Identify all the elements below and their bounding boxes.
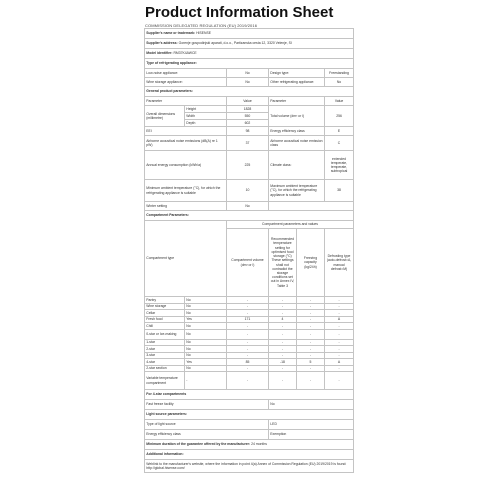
compartment-params-header: Compartment parameters and values bbox=[227, 221, 354, 229]
width-label: Width bbox=[185, 113, 227, 120]
min-temp-label: Minimum ambient temperature (°C), for which the refrigerating appliance is suitable bbox=[145, 180, 227, 202]
compartment-temp: - bbox=[269, 372, 297, 390]
compartment-volume: - bbox=[227, 323, 269, 330]
compartment-defrost: - bbox=[325, 352, 354, 359]
compartment-type: 1-star bbox=[145, 339, 185, 346]
compartment-freezing: - bbox=[297, 352, 325, 359]
compartment-row bbox=[145, 329, 354, 339]
compartment-freezing: - bbox=[297, 346, 325, 353]
design-type-label: Design type: bbox=[269, 69, 325, 78]
compartment-type: Variable temperature compartment bbox=[145, 372, 185, 390]
fast-freeze-row bbox=[145, 400, 354, 410]
model-value: RM37K4AWCE bbox=[173, 51, 197, 56]
freezing-column-header: Freezing capacity (kg/24h) bbox=[297, 229, 325, 297]
annual-energy-label: Annual energy consumption (kWh/a) bbox=[145, 151, 227, 180]
compartment-defrost: - bbox=[325, 339, 354, 346]
low-noise-value: No bbox=[227, 69, 269, 78]
compartment-freezing: - bbox=[297, 329, 325, 339]
eei-value: 98 bbox=[227, 127, 269, 136]
guarantee-label: Minimum duration of the guarantee offered by the manufacturer: bbox=[146, 442, 251, 447]
compartment-defrost: - bbox=[325, 365, 354, 372]
compartment-temp: - bbox=[269, 365, 297, 372]
total-volume-label: Total volume (dm³ or l) bbox=[269, 106, 325, 127]
compartment-temp: - bbox=[269, 346, 297, 353]
compartment-volume: - bbox=[227, 339, 269, 346]
compartment-defrost: - bbox=[325, 329, 354, 339]
temperature-column-header: Recommended temperature setting for optimised food storage (°C) These settings shall not contradict the storage conditions set out in Annex IV, Table 3 bbox=[269, 229, 297, 297]
light-type-value: LED bbox=[269, 420, 354, 430]
other-appliance-value: No bbox=[325, 78, 354, 87]
compartment-volume: - bbox=[227, 346, 269, 353]
compartment-defrost: - bbox=[325, 303, 354, 310]
volume-column-header: Compartment volume (dm³ or l) bbox=[227, 229, 269, 297]
value-header: Value bbox=[227, 97, 269, 106]
compartment-volume: 171 bbox=[227, 316, 269, 323]
compartment-freezing: - bbox=[297, 310, 325, 317]
winter-value: No bbox=[227, 202, 269, 211]
compartment-temp: - bbox=[269, 339, 297, 346]
compartment-present: Yes bbox=[185, 359, 227, 366]
compartment-present: No bbox=[185, 323, 227, 330]
compartment-present: No bbox=[185, 352, 227, 359]
compartment-temp: -18 bbox=[269, 359, 297, 366]
compartment-present: No bbox=[185, 310, 227, 317]
compartment-params-header-row bbox=[145, 221, 354, 229]
empty-cell bbox=[269, 202, 354, 211]
wine-label: Wine storage appliance: bbox=[145, 78, 227, 87]
other-appliance-label: Other refrigerating appliance: bbox=[269, 78, 325, 87]
compartment-type: 2-star section bbox=[145, 365, 185, 372]
low-noise-row bbox=[145, 69, 354, 78]
additional-info-row bbox=[145, 460, 354, 473]
annual-energy-value: 225 bbox=[227, 151, 269, 180]
compartment-volume: - bbox=[227, 365, 269, 372]
energy-class-value: E bbox=[325, 127, 354, 136]
type-section-row bbox=[145, 59, 354, 69]
compartment-type: Fresh food bbox=[145, 316, 185, 323]
depth-value: 602 bbox=[227, 120, 269, 127]
compartment-temp: - bbox=[269, 303, 297, 310]
winter-label: Winter setting bbox=[145, 202, 227, 211]
trademark-value: HISENSE bbox=[196, 31, 211, 36]
max-temp-label: Maximum ambient temperature (°C), for which the refrigerating appliance is suitable bbox=[269, 180, 325, 202]
light-class-row bbox=[145, 430, 354, 440]
compartment-defrost: - bbox=[325, 346, 354, 353]
light-class-label: Energy efficiency class bbox=[145, 430, 269, 440]
annual-energy-row bbox=[145, 151, 354, 180]
address-row bbox=[145, 39, 354, 49]
compartment-volume: - bbox=[227, 297, 269, 304]
eei-row bbox=[145, 127, 354, 136]
value-header-2: Value bbox=[325, 97, 354, 106]
compartment-type: Wine storage bbox=[145, 303, 185, 310]
compartment-volume: - bbox=[227, 372, 269, 390]
defrost-column-header: Defrosting type (auto-defrost=A, manual defrost=M) bbox=[325, 229, 354, 297]
height-row bbox=[145, 106, 354, 113]
manufacturer-weblink[interactable]: http://global.hisense.com/ bbox=[146, 466, 185, 470]
compartment-present: No bbox=[185, 303, 227, 310]
low-noise-label: Low-noise appliance: bbox=[145, 69, 227, 78]
compartment-defrost: - bbox=[325, 323, 354, 330]
eei-label: EEI bbox=[145, 127, 227, 136]
compartment-volume: - bbox=[227, 329, 269, 339]
trademark-row bbox=[145, 29, 354, 39]
model-label: Model identifier: bbox=[146, 51, 173, 56]
depth-label: Depth bbox=[185, 120, 227, 127]
four-star-section-row bbox=[145, 390, 354, 400]
compartment-type: 4-star bbox=[145, 359, 185, 366]
compartment-defrost: - bbox=[325, 372, 354, 390]
compartment-temp: - bbox=[269, 310, 297, 317]
model-row bbox=[145, 49, 354, 59]
light-type-row bbox=[145, 420, 354, 430]
compartment-volume: - bbox=[227, 352, 269, 359]
trademark-label: Supplier's name or trademark: bbox=[146, 31, 196, 36]
compartment-freezing: - bbox=[297, 297, 325, 304]
compartment-temp: - bbox=[269, 329, 297, 339]
max-temp-value: 38 bbox=[325, 180, 354, 202]
compartment-defrost: A bbox=[325, 359, 354, 366]
compartment-temp: - bbox=[269, 323, 297, 330]
compartment-type: Chill bbox=[145, 323, 185, 330]
compartment-defrost: - bbox=[325, 297, 354, 304]
general-section-title: General product parameters: bbox=[145, 87, 354, 97]
light-type-label: Type of light source bbox=[145, 420, 269, 430]
general-header-row bbox=[145, 97, 354, 106]
compartment-freezing: - bbox=[297, 303, 325, 310]
param-header: Parameter bbox=[145, 97, 227, 106]
total-volume-value: 256 bbox=[325, 106, 354, 127]
four-star-section-title: For 4-star compartments bbox=[145, 390, 354, 400]
compartment-type: Cellar bbox=[145, 310, 185, 317]
general-section-row bbox=[145, 87, 354, 97]
climate-class-value: extended temperate, temperate, subtropical bbox=[325, 151, 354, 180]
address-label: Supplier's address: bbox=[146, 41, 178, 46]
compartment-freezing: - bbox=[297, 365, 325, 372]
page-title: Product Information Sheet bbox=[145, 4, 334, 21]
noise-label: Airborne acoustical noise emissions (dB(A) re 1 pW) bbox=[145, 136, 227, 151]
compartment-present: No bbox=[185, 297, 227, 304]
compartment-volume: - bbox=[227, 303, 269, 310]
noise-class-label: Airborne acoustical noise emission class bbox=[269, 136, 325, 151]
information-table bbox=[144, 28, 354, 473]
compartment-section-title: Compartment Parameters: bbox=[145, 211, 354, 221]
compartment-present: Yes bbox=[185, 316, 227, 323]
additional-section-row bbox=[145, 450, 354, 460]
wine-value: No bbox=[227, 78, 269, 87]
light-section-row bbox=[145, 410, 354, 420]
winter-row bbox=[145, 202, 354, 211]
light-class-value: Exemption bbox=[269, 430, 354, 440]
guarantee-row bbox=[145, 440, 354, 450]
compartment-present: No bbox=[185, 346, 227, 353]
compartment-type-header: Compartment type bbox=[145, 221, 227, 297]
compartment-freezing: - bbox=[297, 323, 325, 330]
additional-info-text: Weblink to the manufacturer's website, where the information in point 4(a) Annex of Commission Regulation (EU) 2019/2019 is found: bbox=[146, 461, 347, 466]
compartment-volume: - bbox=[227, 310, 269, 317]
compartment-present: No bbox=[185, 339, 227, 346]
light-section-title: Light source parameters: bbox=[145, 410, 354, 420]
noise-value: 37 bbox=[227, 136, 269, 151]
address-value: Gorenje gospodinjski aparati, d.o.o., Partizanska cesta 12, 3320 Velenje, SI bbox=[178, 41, 292, 46]
compartment-present: No bbox=[185, 329, 227, 339]
width-value: 550 bbox=[227, 113, 269, 120]
compartment-temp: - bbox=[269, 297, 297, 304]
compartment-section-row bbox=[145, 211, 354, 221]
compartment-row bbox=[145, 372, 354, 390]
fast-freeze-label: Fast freeze facility bbox=[145, 400, 269, 410]
design-type-value: Freestanding bbox=[325, 69, 354, 78]
compartment-volume: 85 bbox=[227, 359, 269, 366]
height-label: Height bbox=[185, 106, 227, 113]
type-section-title: Type of refrigerating appliance: bbox=[145, 59, 354, 69]
compartment-freezing: - bbox=[297, 372, 325, 390]
compartment-defrost: A bbox=[325, 316, 354, 323]
compartment-type: Pantry bbox=[145, 297, 185, 304]
compartment-freezing: - bbox=[297, 339, 325, 346]
compartment-temp: 4 bbox=[269, 316, 297, 323]
compartment-freezing: 5 bbox=[297, 359, 325, 366]
fast-freeze-value: No bbox=[269, 400, 354, 410]
noise-class-value: C bbox=[325, 136, 354, 151]
compartment-type: 2-star bbox=[145, 346, 185, 353]
climate-class-label: Climate class: bbox=[269, 151, 325, 180]
param-header-2: Parameter bbox=[269, 97, 325, 106]
compartment-defrost: - bbox=[325, 310, 354, 317]
energy-class-label: Energy efficiency class bbox=[269, 127, 325, 136]
min-temp-value: 10 bbox=[227, 180, 269, 202]
height-value: 1828 bbox=[227, 106, 269, 113]
noise-row bbox=[145, 136, 354, 151]
wine-row bbox=[145, 78, 354, 87]
compartment-present: No bbox=[185, 365, 227, 372]
compartment-temp: - bbox=[269, 352, 297, 359]
compartment-present: - bbox=[185, 372, 227, 390]
compartment-type: 3-star bbox=[145, 352, 185, 359]
dimensions-label: Overall dimensions (millimetre) bbox=[145, 106, 185, 127]
regulation-subtitle: COMMISSION DELEGATED REGULATION (EU) 2019/2016 bbox=[145, 23, 258, 28]
additional-section-title: Additional information: bbox=[145, 450, 354, 460]
guarantee-value: 24 months bbox=[251, 442, 267, 447]
ambient-temperature-row bbox=[145, 180, 354, 202]
compartment-freezing: - bbox=[297, 316, 325, 323]
compartment-type: 0-star or Ice-making bbox=[145, 329, 185, 339]
